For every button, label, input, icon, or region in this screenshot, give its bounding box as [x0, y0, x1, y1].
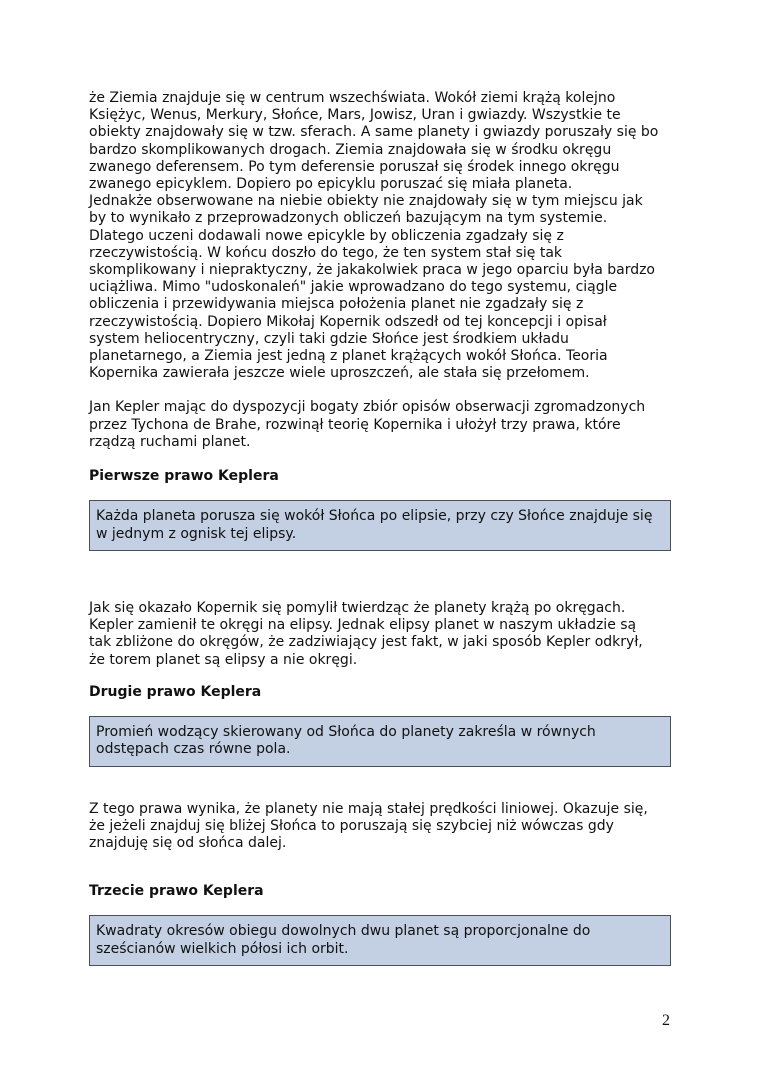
paragraph-geocentric-history: [89, 90, 679, 382]
heading-third-law: Trzecie prawo Keplera: [89, 883, 264, 900]
paragraph-kepler-intro: [89, 399, 679, 451]
text-line: Dlatego uczeni dodawali nowe epicykle by obliczenia zgadzały się z: [89, 227, 564, 244]
law-text-line: Każda planeta porusza się wokół Słońca po elipsie, przy czy Słońce znajduje się: [96, 508, 653, 525]
first-law-box: [89, 500, 671, 551]
third-law-box: [89, 915, 671, 966]
page-number: 2: [662, 1012, 670, 1029]
text-line: obliczenia i przewidywania miejsca położenia planet nie zgadzały się z: [89, 296, 584, 313]
text-line: Jak się okazało Kopernik się pomylił twierdząc że planety krążą po okręgach.: [89, 600, 626, 617]
text-line: Księżyc, Wenus, Merkury, Słońce, Mars, Jowisz, Uran i gwiazdy. Wszystkie te: [89, 107, 621, 124]
text-line: skomplikowany i niepraktyczny, że jakakolwiek praca w jego oparciu była bardzo: [89, 262, 656, 279]
text-line: bardzo skomplikowanych drogach. Ziemia znajdowała się w środku okręgu: [89, 141, 612, 158]
law-text-line: odstępach czas równe pola.: [96, 741, 291, 758]
text-line: znajduję się od słońca dalej.: [89, 835, 287, 852]
text-line: zwanego deferensem. Po tym deferensie poruszał się środek innego okręgu: [89, 158, 620, 175]
law-text-line: Promień wodzący skierowany od Słońca do planety zakreśla w równych: [96, 723, 596, 740]
text-line: rzeczywistością. W końcu doszło do tego, że ten system stał się tak: [89, 244, 563, 261]
text-line: zwanego epicyklem. Dopiero po epicyklu poruszać się miała planeta.: [89, 176, 573, 193]
second-law-box: [89, 716, 671, 767]
text-line: tak zbliżone do okręgów, że zadziwiający jest fakt, w jaki sposób Kepler odkrył,: [89, 634, 643, 651]
text-line: że torem planet są elipsy a nie okręgi.: [89, 651, 358, 668]
text-line: Jednakże obserwowane na niebie obiekty nie znajdowały się w tym miejscu jak: [89, 193, 643, 210]
text-line: przez Tychona de Brahe, rozwinął teorię Kopernika i ułożył trzy prawa, które: [89, 416, 621, 433]
text-line: by to wynikało z przeprowadzonych obliczeń bazującym na tym systemie.: [89, 210, 608, 227]
text-line: Kopernika zawierała jeszcze wiele uproszczeń, ale stała się przełomem.: [89, 365, 590, 382]
law-text-line: Kwadraty okresów obiegu dowolnych dwu planet są proporcjonalne do: [96, 923, 591, 940]
text-line: planetarnego, a Ziemia jest jedną z planet krążących wokół Słońca. Teoria: [89, 348, 608, 365]
text-line: uciążliwa. Mimo "udoskonaleń" jakie wprowadzano do tego systemu, ciągle: [89, 279, 618, 296]
text-line: że jeżeli znajduj się bliżej Słońca to poruszają się szybciej niż wówczas gdy: [89, 818, 614, 835]
law-text-line: sześcianów wielkich półosi ich orbit.: [96, 940, 349, 957]
text-line: Z tego prawa wynika, że planety nie mają stałej prędkości liniowej. Okazuje się,: [89, 800, 648, 817]
heading-second-law: Drugie prawo Keplera: [89, 683, 262, 700]
text-line: system heliocentryczny, czyli taki gdzie Słońce jest środkiem układu: [89, 330, 569, 347]
text-line: Kepler zamienił te okręgi na elipsy. Jednak elipsy planet w naszym układzie są: [89, 617, 637, 634]
text-line: obiekty znajdowały się w tzw. sferach. A same planety i gwiazdy poruszały się bo: [89, 124, 659, 141]
text-line: że Ziemia znajduje się w centrum wszechświata. Wokół ziemi krążą kolejno: [89, 90, 616, 106]
law-text-line: w jednym z ognisk tej elipsy.: [96, 525, 297, 542]
paragraph-ellipses: [89, 600, 679, 669]
text-line: rzeczywistością. Dopiero Mikołaj Kopernik odszedł od tej koncepcji i opisał: [89, 313, 607, 330]
text-line: Jan Kepler mając do dyspozycji bogaty zbiór opisów obserwacji zgromadzonych: [89, 399, 646, 416]
paragraph-speed: [89, 801, 679, 853]
document-page: [89, 90, 679, 966]
heading-first-law: Pierwsze prawo Keplera: [89, 468, 279, 485]
text-line: rządzą ruchami planet.: [89, 433, 251, 450]
